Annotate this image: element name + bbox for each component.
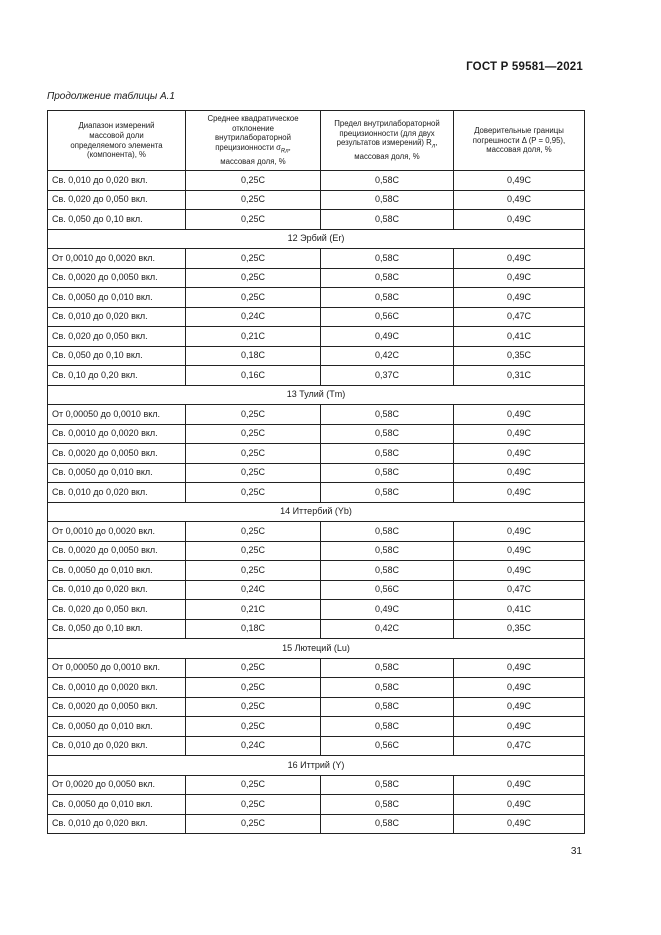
limit-cell: 0,58C bbox=[321, 561, 454, 581]
limit-cell: 0,58C bbox=[321, 288, 454, 308]
limit-cell: 0,49C bbox=[321, 327, 454, 347]
range-cell: Св. 0,10 до 0,20 вкл. bbox=[48, 366, 186, 386]
section-row bbox=[48, 502, 585, 522]
sigma-cell: 0,21C bbox=[186, 327, 321, 347]
table-row bbox=[48, 190, 585, 210]
header-line: массовой доли bbox=[89, 130, 144, 140]
table-row bbox=[48, 171, 585, 191]
table-row bbox=[48, 522, 585, 542]
limit-cell: 0,58C bbox=[321, 171, 454, 191]
range-cell: Св. 0,0050 до 0,010 вкл. bbox=[48, 288, 186, 308]
sigma-cell: 0,25C bbox=[186, 405, 321, 425]
section-title: 13 Тулий (Tm) bbox=[48, 385, 585, 405]
bounds-cell: 0,49C bbox=[454, 697, 585, 717]
sigma-cell: 0,24C bbox=[186, 307, 321, 327]
limit-cell: 0,42C bbox=[321, 346, 454, 366]
table-row bbox=[48, 795, 585, 815]
table-row bbox=[48, 327, 585, 347]
sigma-cell: 0,25C bbox=[186, 463, 321, 483]
table-row bbox=[48, 268, 585, 288]
limit-cell: 0,58C bbox=[321, 210, 454, 230]
range-cell: Св. 0,010 до 0,020 вкл. bbox=[48, 171, 186, 191]
sigma-cell: 0,25C bbox=[186, 249, 321, 269]
header-line: прецизионности (для двух bbox=[339, 128, 435, 138]
sigma-cell: 0,25C bbox=[186, 775, 321, 795]
sigma-cell: 0,25C bbox=[186, 795, 321, 815]
section-row bbox=[48, 385, 585, 405]
bounds-cell: 0,49C bbox=[454, 405, 585, 425]
bounds-cell: 0,49C bbox=[454, 171, 585, 191]
range-cell: Св. 0,020 до 0,050 вкл. bbox=[48, 190, 186, 210]
bounds-cell: 0,35C bbox=[454, 346, 585, 366]
table-row bbox=[48, 580, 585, 600]
table-row bbox=[48, 619, 585, 639]
range-cell: Св. 0,0010 до 0,0020 вкл. bbox=[48, 424, 186, 444]
bounds-cell: 0,49C bbox=[454, 424, 585, 444]
range-cell: От 0,0010 до 0,0020 вкл. bbox=[48, 522, 186, 542]
range-cell: Св. 0,0050 до 0,010 вкл. bbox=[48, 795, 186, 815]
header-line: массовая доля, % bbox=[486, 145, 552, 155]
limit-cell: 0,58C bbox=[321, 814, 454, 834]
range-cell: Св. 0,050 до 0,10 вкл. bbox=[48, 210, 186, 230]
sigma-cell: 0,25C bbox=[186, 424, 321, 444]
range-cell: Св. 0,0050 до 0,010 вкл. bbox=[48, 717, 186, 737]
table-header-row bbox=[48, 111, 585, 171]
limit-cell: 0,58C bbox=[321, 678, 454, 698]
limit-cell: 0,42C bbox=[321, 619, 454, 639]
precision-table bbox=[47, 110, 585, 834]
limit-cell: 0,58C bbox=[321, 190, 454, 210]
bounds-cell: 0,49C bbox=[454, 717, 585, 737]
table-row bbox=[48, 541, 585, 561]
limit-cell: 0,56C bbox=[321, 580, 454, 600]
header-limit bbox=[321, 111, 454, 171]
limit-cell: 0,56C bbox=[321, 307, 454, 327]
range-cell: От 0,00050 до 0,0010 вкл. bbox=[48, 658, 186, 678]
sigma-cell: 0,25C bbox=[186, 697, 321, 717]
table-row bbox=[48, 424, 585, 444]
sigma-cell: 0,21C bbox=[186, 600, 321, 620]
range-cell: От 0,0020 до 0,0050 вкл. bbox=[48, 775, 186, 795]
table-row bbox=[48, 717, 585, 737]
header-range bbox=[48, 111, 186, 171]
bounds-cell: 0,49C bbox=[454, 249, 585, 269]
bounds-cell: 0,47C bbox=[454, 580, 585, 600]
sigma-cell: 0,25C bbox=[186, 483, 321, 503]
table-row bbox=[48, 600, 585, 620]
bounds-cell: 0,41C bbox=[454, 327, 585, 347]
range-cell: Св. 0,0020 до 0,0050 вкл. bbox=[48, 697, 186, 717]
page-number: 31 bbox=[570, 846, 582, 857]
header-line: Диапазон измерений bbox=[78, 121, 155, 131]
table-row bbox=[48, 366, 585, 386]
table-row bbox=[48, 444, 585, 464]
range-cell: Св. 0,020 до 0,050 вкл. bbox=[48, 600, 186, 620]
header-symbol-tail: , bbox=[435, 138, 438, 148]
bounds-cell: 0,49C bbox=[454, 775, 585, 795]
table-row bbox=[48, 814, 585, 834]
sigma-cell: 0,18C bbox=[186, 346, 321, 366]
bounds-cell: 0,35C bbox=[454, 619, 585, 639]
sigma-cell: 0,25C bbox=[186, 541, 321, 561]
bounds-cell: 0,41C bbox=[454, 600, 585, 620]
table-row bbox=[48, 658, 585, 678]
section-title: 15 Лютеций (Lu) bbox=[48, 639, 585, 659]
header-line: внутрилабораторной bbox=[215, 133, 291, 143]
bounds-cell: 0,49C bbox=[454, 658, 585, 678]
table-row bbox=[48, 307, 585, 327]
table-row bbox=[48, 405, 585, 425]
limit-cell: 0,58C bbox=[321, 463, 454, 483]
section-title: 16 Иттрий (Y) bbox=[48, 756, 585, 776]
sigma-cell: 0,25C bbox=[186, 288, 321, 308]
limit-cell: 0,58C bbox=[321, 405, 454, 425]
header-line: (компонента), % bbox=[87, 150, 146, 160]
table-row bbox=[48, 483, 585, 503]
header-line: Предел внутрилабораторной bbox=[334, 119, 440, 129]
sigma-cell: 0,25C bbox=[186, 658, 321, 678]
bounds-cell: 0,47C bbox=[454, 307, 585, 327]
bounds-cell: 0,31C bbox=[454, 366, 585, 386]
section-title: 14 Иттербий (Yb) bbox=[48, 502, 585, 522]
limit-cell: 0,58C bbox=[321, 658, 454, 678]
limit-cell: 0,58C bbox=[321, 541, 454, 561]
table-row bbox=[48, 561, 585, 581]
document-code: ГОСТ Р 59581—2021 bbox=[466, 61, 583, 73]
sigma-cell: 0,24C bbox=[186, 580, 321, 600]
range-cell: Св. 0,0050 до 0,010 вкл. bbox=[48, 463, 186, 483]
bounds-cell: 0,49C bbox=[454, 522, 585, 542]
range-cell: Св. 0,010 до 0,020 вкл. bbox=[48, 580, 186, 600]
header-line: прецизионности σ bbox=[215, 143, 281, 153]
bounds-cell: 0,49C bbox=[454, 541, 585, 561]
bounds-cell: 0,49C bbox=[454, 444, 585, 464]
range-cell: Св. 0,010 до 0,020 вкл. bbox=[48, 307, 186, 327]
bounds-cell: 0,49C bbox=[454, 678, 585, 698]
limit-cell: 0,58C bbox=[321, 795, 454, 815]
bounds-cell: 0,49C bbox=[454, 795, 585, 815]
sigma-cell: 0,24C bbox=[186, 736, 321, 756]
table-row bbox=[48, 697, 585, 717]
limit-cell: 0,58C bbox=[321, 249, 454, 269]
table-body bbox=[48, 171, 585, 834]
bounds-cell: 0,49C bbox=[454, 814, 585, 834]
table-row bbox=[48, 346, 585, 366]
sigma-cell: 0,16C bbox=[186, 366, 321, 386]
header-symbol-subscript: л bbox=[431, 143, 436, 150]
bounds-cell: 0,49C bbox=[454, 288, 585, 308]
limit-cell: 0,58C bbox=[321, 697, 454, 717]
sigma-cell: 0,25C bbox=[186, 190, 321, 210]
header-line: Доверительные границы bbox=[474, 126, 564, 136]
header-line: определяемого элемента bbox=[70, 140, 163, 150]
table-caption: Продолжение таблицы А.1 bbox=[47, 91, 175, 102]
range-cell: Св. 0,010 до 0,020 вкл. bbox=[48, 814, 186, 834]
sigma-cell: 0,25C bbox=[186, 561, 321, 581]
section-title: 12 Эрбий (Er) bbox=[48, 229, 585, 249]
bounds-cell: 0,49C bbox=[454, 483, 585, 503]
limit-cell: 0,58C bbox=[321, 268, 454, 288]
header-line: погрешности Δ (P = 0,95), bbox=[472, 135, 566, 145]
section-row bbox=[48, 756, 585, 776]
table-row bbox=[48, 775, 585, 795]
range-cell: Св. 0,020 до 0,050 вкл. bbox=[48, 327, 186, 347]
table-row bbox=[48, 463, 585, 483]
sigma-cell: 0,25C bbox=[186, 678, 321, 698]
table-row bbox=[48, 678, 585, 698]
header-line: массовая доля, % bbox=[220, 157, 286, 167]
range-cell: Св. 0,0020 до 0,0050 вкл. bbox=[48, 444, 186, 464]
range-cell: Св. 0,0020 до 0,0050 вкл. bbox=[48, 268, 186, 288]
sigma-cell: 0,25C bbox=[186, 444, 321, 464]
range-cell: Св. 0,050 до 0,10 вкл. bbox=[48, 346, 186, 366]
header-line: отклонение bbox=[232, 123, 274, 133]
range-cell: От 0,00050 до 0,0010 вкл. bbox=[48, 405, 186, 425]
sigma-cell: 0,25C bbox=[186, 814, 321, 834]
limit-cell: 0,58C bbox=[321, 522, 454, 542]
range-cell: Св. 0,0050 до 0,010 вкл. bbox=[48, 561, 186, 581]
header-line: массовая доля, % bbox=[354, 152, 420, 162]
section-row bbox=[48, 229, 585, 249]
table-row bbox=[48, 249, 585, 269]
section-row bbox=[48, 639, 585, 659]
limit-cell: 0,37C bbox=[321, 366, 454, 386]
bounds-cell: 0,49C bbox=[454, 561, 585, 581]
range-cell: Св. 0,010 до 0,020 вкл. bbox=[48, 736, 186, 756]
sigma-cell: 0,25C bbox=[186, 717, 321, 737]
limit-cell: 0,58C bbox=[321, 424, 454, 444]
header-sigma bbox=[186, 111, 321, 171]
sigma-cell: 0,18C bbox=[186, 619, 321, 639]
header-symbol-tail: , bbox=[288, 143, 291, 153]
table-row bbox=[48, 736, 585, 756]
bounds-cell: 0,49C bbox=[454, 268, 585, 288]
limit-cell: 0,56C bbox=[321, 736, 454, 756]
bounds-cell: 0,49C bbox=[454, 463, 585, 483]
range-cell: Св. 0,010 до 0,020 вкл. bbox=[48, 483, 186, 503]
header-symbol-subscript: Rл bbox=[280, 148, 289, 155]
bounds-cell: 0,49C bbox=[454, 190, 585, 210]
range-cell: От 0,0010 до 0,0020 вкл. bbox=[48, 249, 186, 269]
sigma-cell: 0,25C bbox=[186, 268, 321, 288]
limit-cell: 0,58C bbox=[321, 717, 454, 737]
header-bounds bbox=[454, 111, 585, 171]
limit-cell: 0,58C bbox=[321, 444, 454, 464]
limit-cell: 0,58C bbox=[321, 775, 454, 795]
range-cell: Св. 0,050 до 0,10 вкл. bbox=[48, 619, 186, 639]
table-row bbox=[48, 288, 585, 308]
sigma-cell: 0,25C bbox=[186, 171, 321, 191]
bounds-cell: 0,47C bbox=[454, 736, 585, 756]
limit-cell: 0,58C bbox=[321, 483, 454, 503]
header-line: результатов измерений) R bbox=[336, 138, 432, 148]
header-line: Среднее квадратическое bbox=[207, 114, 299, 124]
sigma-cell: 0,25C bbox=[186, 522, 321, 542]
sigma-cell: 0,25C bbox=[186, 210, 321, 230]
table-row bbox=[48, 210, 585, 230]
limit-cell: 0,49C bbox=[321, 600, 454, 620]
range-cell: Св. 0,0020 до 0,0050 вкл. bbox=[48, 541, 186, 561]
range-cell: Св. 0,0010 до 0,0020 вкл. bbox=[48, 678, 186, 698]
bounds-cell: 0,49C bbox=[454, 210, 585, 230]
